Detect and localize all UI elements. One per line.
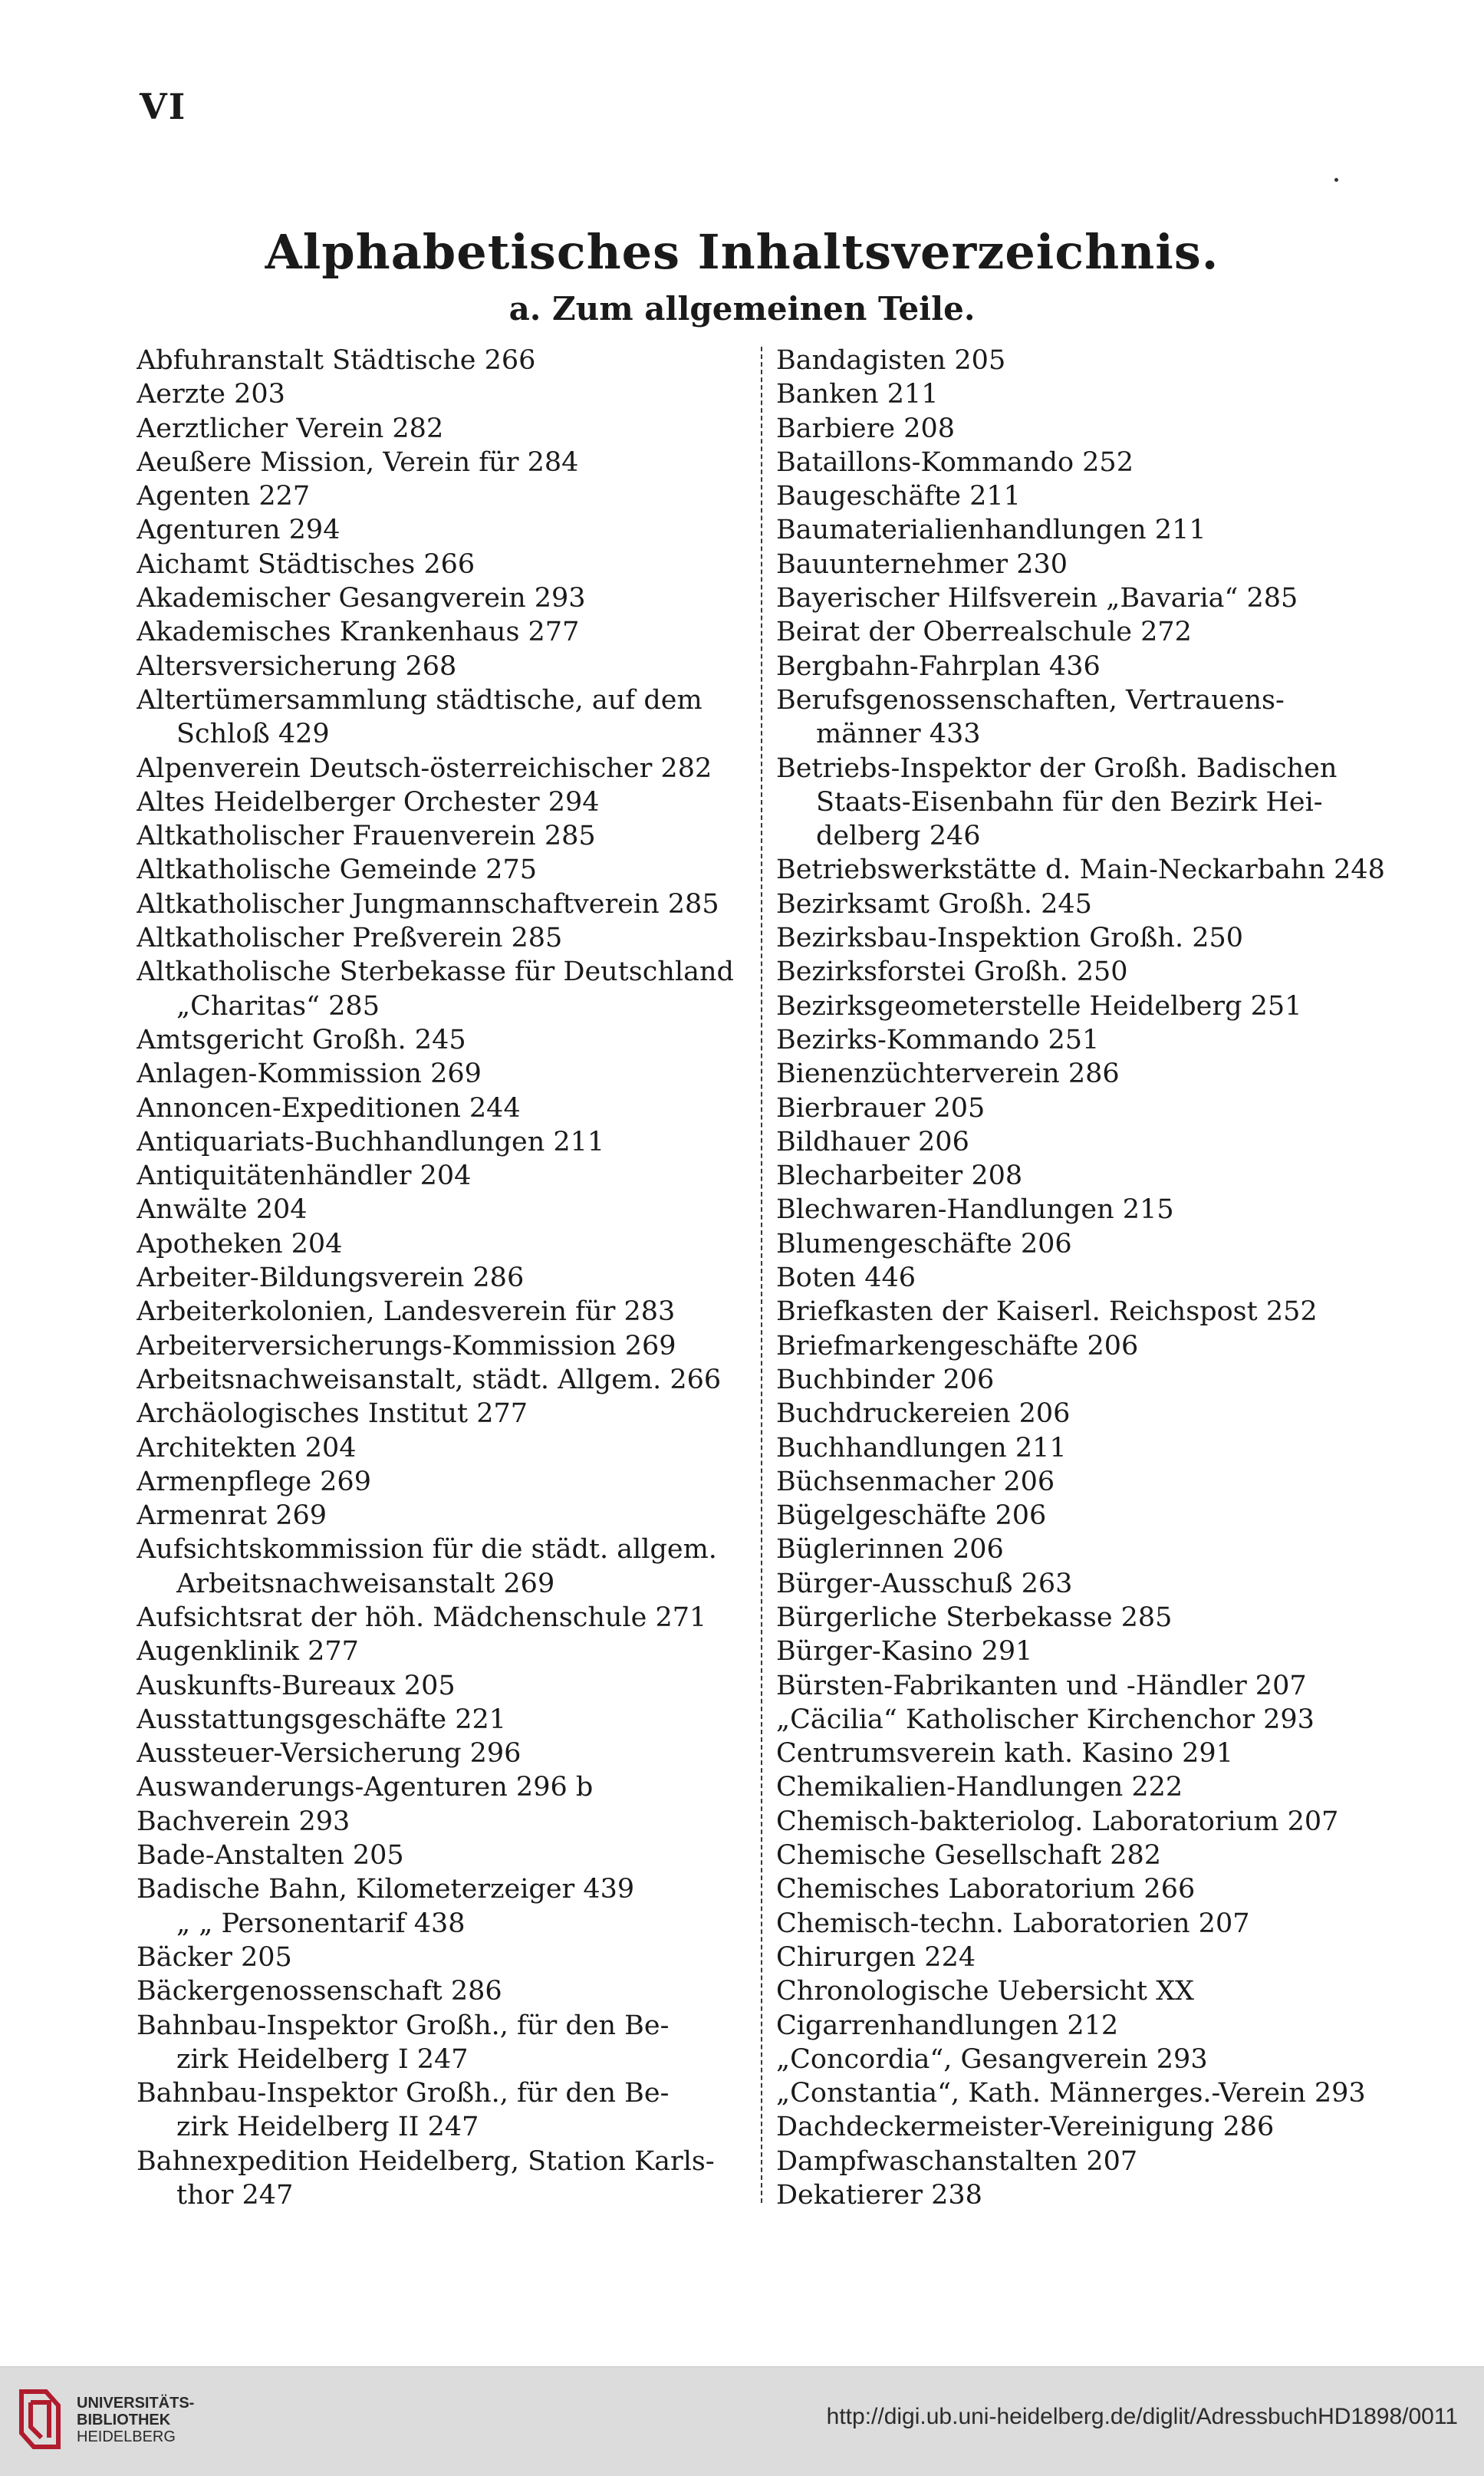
index-entry: Alpenverein Deutsch-österreichischer 282 <box>137 752 712 784</box>
index-column-left <box>137 344 750 2212</box>
index-entry: Aussteuer-Versicherung 296 <box>137 1738 522 1770</box>
index-entry: Berufsgenossenschaften, Vertrauens- <box>776 684 1285 716</box>
speck-mark <box>1334 178 1338 182</box>
index-entry: Chemisches Laboratorium 266 <box>776 1874 1196 1905</box>
index-entry: Büchsenmacher 206 <box>776 1466 1055 1497</box>
index-entry: Antiquitätenhändler 204 <box>137 1161 472 1192</box>
index-entry: Architekten 204 <box>137 1432 357 1464</box>
index-entry: Centrumsverein kath. Kasino 291 <box>776 1738 1233 1770</box>
index-entry: Ausstattungsgeschäfte 221 <box>137 1704 507 1735</box>
index-entry: Altkatholische Gemeinde 275 <box>137 854 537 886</box>
column-divider <box>761 347 762 2203</box>
index-entry: Antiquariats-Buchhandlungen 211 <box>137 1126 605 1157</box>
section-subtitle: a. Zum allgemeinen Teile. <box>508 290 976 328</box>
page-title: Alphabetisches Inhaltsverzeichnis. <box>265 224 1219 280</box>
logo-line-2: BIBLIOTHEK <box>77 2412 171 2428</box>
index-entry-continuation: zirk Heidelberg I 247 <box>176 2043 469 2075</box>
index-entry: Chemikalien-Handlungen 222 <box>776 1772 1183 1803</box>
logo-line-3: HEIDELBERG <box>77 2428 176 2445</box>
source-url-link[interactable]: http://digi.ub.uni-heidelberg.de/diglit/AdressbuchHD1898/0011 <box>826 2404 1458 2429</box>
index-entry: Büglerinnen 206 <box>776 1534 1004 1566</box>
index-entry: Aeußere Mission, Verein für 284 <box>137 446 579 478</box>
index-entry: Altersversicherung 268 <box>137 650 457 682</box>
index-entry: Bügelgeschäfte 206 <box>776 1500 1047 1532</box>
index-entry: Bezirksamt Großh. 245 <box>776 888 1092 920</box>
index-entry: Bachverein 293 <box>137 1806 350 1837</box>
index-entry: Chemisch-bakteriolog. Laboratorium 207 <box>776 1806 1339 1837</box>
index-entry: Bade-Anstalten 205 <box>137 1840 404 1872</box>
index-entry: Amtsgericht Großh. 245 <box>137 1024 466 1055</box>
index-entry: Chemisch-techn. Laboratorien 207 <box>776 1908 1250 1939</box>
index-entry: Augenklinik 277 <box>137 1636 359 1668</box>
index-entry: Bauunternehmer 230 <box>776 548 1068 580</box>
index-entry: Bandagisten 205 <box>776 345 1006 376</box>
index-entry: Armenrat 269 <box>137 1500 327 1532</box>
index-entry: Apotheken 204 <box>137 1228 343 1259</box>
index-entry: Agenten 227 <box>137 481 311 512</box>
index-entry: Bürger-Ausschuß 263 <box>776 1568 1073 1599</box>
index-entry: Altkatholischer Preßverein 285 <box>137 923 563 954</box>
index-entry: Agenturen 294 <box>137 515 341 546</box>
index-entry: Bienenzüchterverein 286 <box>776 1059 1120 1090</box>
index-entry-continuation: thor 247 <box>176 2180 294 2211</box>
index-entry: Buchbinder 206 <box>776 1364 995 1395</box>
index-entry: Bahnbau-Inspektor Großh., für den Be- <box>137 2078 670 2109</box>
index-entry: Dekatierer 238 <box>776 2180 982 2211</box>
index-entry: Auskunfts-Bureaux 205 <box>137 1670 456 1701</box>
index-entry: Arbeiterkolonien, Landesverein für 283 <box>137 1296 676 1328</box>
index-entry: Arbeiter-Bildungsverein 286 <box>137 1263 525 1294</box>
index-entry: Briefmarkengeschäfte 206 <box>776 1330 1139 1361</box>
index-entry: Altkatholischer Jungmannschaftverein 285 <box>137 888 719 920</box>
index-entry: Akademischer Gesangverein 293 <box>137 583 586 614</box>
index-entry: Aichamt Städtisches 266 <box>137 548 475 580</box>
index-entry: Bezirksbau-Inspektion Großh. 250 <box>776 923 1243 954</box>
page-number: VI <box>140 86 187 127</box>
index-entry: Bahnbau-Inspektor Großh., für den Be- <box>137 2010 670 2041</box>
index-entry: Aufsichtskommission für die städt. allgem. <box>137 1534 717 1566</box>
index-entry: Boten 446 <box>776 1263 916 1294</box>
index-entry: Archäologisches Institut 277 <box>137 1398 528 1430</box>
index-entry: Altertümersammlung städtische, auf dem <box>137 684 703 716</box>
index-entry-continuation: Arbeitsnachweisanstalt 269 <box>176 1568 555 1599</box>
index-entry: Briefkasten der Kaiserl. Reichspost 252 <box>776 1296 1318 1328</box>
index-entry: Chemische Gesellschaft 282 <box>776 1840 1162 1872</box>
index-entry: Betriebswerkstätte d. Main-Neckarbahn 248 <box>776 854 1385 886</box>
index-entry: Bürgerliche Sterbekasse 285 <box>776 1602 1173 1633</box>
index-entry: Dampfwaschanstalten 207 <box>776 2145 1138 2177</box>
index-entry: Chirurgen 224 <box>776 1941 976 1973</box>
library-logo-icon <box>15 2384 64 2453</box>
index-entry: Betriebs-Inspektor der Großh. Badischen <box>776 752 1338 784</box>
index-entry: Aerzte 203 <box>137 379 285 410</box>
index-entry-continuation: „ „ Personentarif 438 <box>176 1908 466 1939</box>
index-entry: Bäckergenossenschaft 286 <box>137 1976 502 2007</box>
index-entry: Bayerischer Hilfsverein „Bavaria“ 285 <box>776 583 1298 614</box>
index-entry: Badische Bahn, Kilometerzeiger 439 <box>137 1874 635 1905</box>
index-entry: Bezirksforstei Großh. 250 <box>776 956 1128 988</box>
index-entry: Buchhandlungen 211 <box>776 1432 1067 1464</box>
index-entry: Cigarrenhandlungen 212 <box>776 2010 1119 2041</box>
index-entry: Arbeitsnachweisanstalt, städt. Allgem. 266 <box>137 1364 722 1395</box>
index-entry: Aufsichtsrat der höh. Mädchenschule 271 <box>137 1602 707 1633</box>
index-entry: Armenpflege 269 <box>137 1466 371 1497</box>
index-entry: Dachdeckermeister-Vereinigung 286 <box>776 2112 1275 2143</box>
index-entry: „Cäcilia“ Katholischer Kirchenchor 293 <box>776 1704 1315 1735</box>
index-entry: Bürger-Kasino 291 <box>776 1636 1033 1668</box>
index-column-right <box>776 344 1390 2212</box>
footer-bar <box>0 2366 1484 2476</box>
index-entry: Bierbrauer 205 <box>776 1092 985 1124</box>
index-entry: Bildhauer 206 <box>776 1126 969 1157</box>
index-entry-continuation: männer 433 <box>816 719 981 750</box>
index-entry: Banken 211 <box>776 379 939 410</box>
index-entry: Bergbahn-Fahrplan 436 <box>776 650 1101 682</box>
index-entry: Blechwaren-Handlungen 215 <box>776 1194 1174 1226</box>
index-entry: Bäcker 205 <box>137 1941 292 1973</box>
index-entry: Arbeiterversicherungs-Kommission 269 <box>137 1330 676 1361</box>
index-entry: Altkatholischer Frauenverein 285 <box>137 821 596 852</box>
index-entry: „Concordia“, Gesangverein 293 <box>776 2043 1208 2075</box>
index-entry: Blumengeschäfte 206 <box>776 1228 1072 1259</box>
index-entry: Aerztlicher Verein 282 <box>137 413 444 444</box>
index-entry: Anlagen-Kommission 269 <box>137 1059 482 1090</box>
index-entry: Annoncen-Expeditionen 244 <box>137 1092 521 1124</box>
index-entry: Bataillons-Kommando 252 <box>776 446 1134 478</box>
index-entry: Anwälte 204 <box>137 1194 308 1226</box>
index-entry: Abfuhranstalt Städtische 266 <box>137 345 536 376</box>
index-entry-continuation: „Charitas“ 285 <box>176 990 380 1022</box>
library-logo-text <box>77 2395 194 2445</box>
index-entry: Bezirksgeometerstelle Heidelberg 251 <box>776 990 1302 1022</box>
index-entry: Altes Heidelberger Orchester 294 <box>137 786 600 818</box>
index-entry: „Constantia“, Kath. Männerges.-Verein 293 <box>776 2078 1366 2109</box>
index-entry: Bahnexpedition Heidelberg, Station Karls- <box>137 2145 715 2177</box>
index-entry-continuation: delberg 246 <box>816 821 981 852</box>
index-entry: Altkatholische Sterbekasse für Deutschland <box>137 956 734 988</box>
index-entry: Bezirks-Kommando 251 <box>776 1024 1100 1055</box>
index-entry: Auswanderungs-Agenturen 296 b <box>137 1772 594 1803</box>
index-entry: Akademisches Krankenhaus 277 <box>137 617 580 648</box>
index-entry: Barbiere 208 <box>776 413 956 444</box>
index-entry-continuation: Schloß 429 <box>176 719 330 750</box>
index-entry: Baugeschäfte 211 <box>776 481 1021 512</box>
index-entry: Buchdruckereien 206 <box>776 1398 1071 1430</box>
index-entry: Baumaterialienhandlungen 211 <box>776 515 1206 546</box>
index-entry: Blecharbeiter 208 <box>776 1161 1023 1192</box>
index-entry: Chronologische Uebersicht XX <box>776 1976 1194 2007</box>
index-entry: Beirat der Oberrealschule 272 <box>776 617 1192 648</box>
index-entry: Bürsten-Fabrikanten und -Händler 207 <box>776 1670 1307 1701</box>
index-entry-continuation: zirk Heidelberg II 247 <box>176 2112 479 2143</box>
logo-line-1: UNIVERSITÄTS- <box>77 2395 195 2412</box>
index-entry-continuation: Staats-Eisenbahn für den Bezirk Hei- <box>816 786 1323 818</box>
